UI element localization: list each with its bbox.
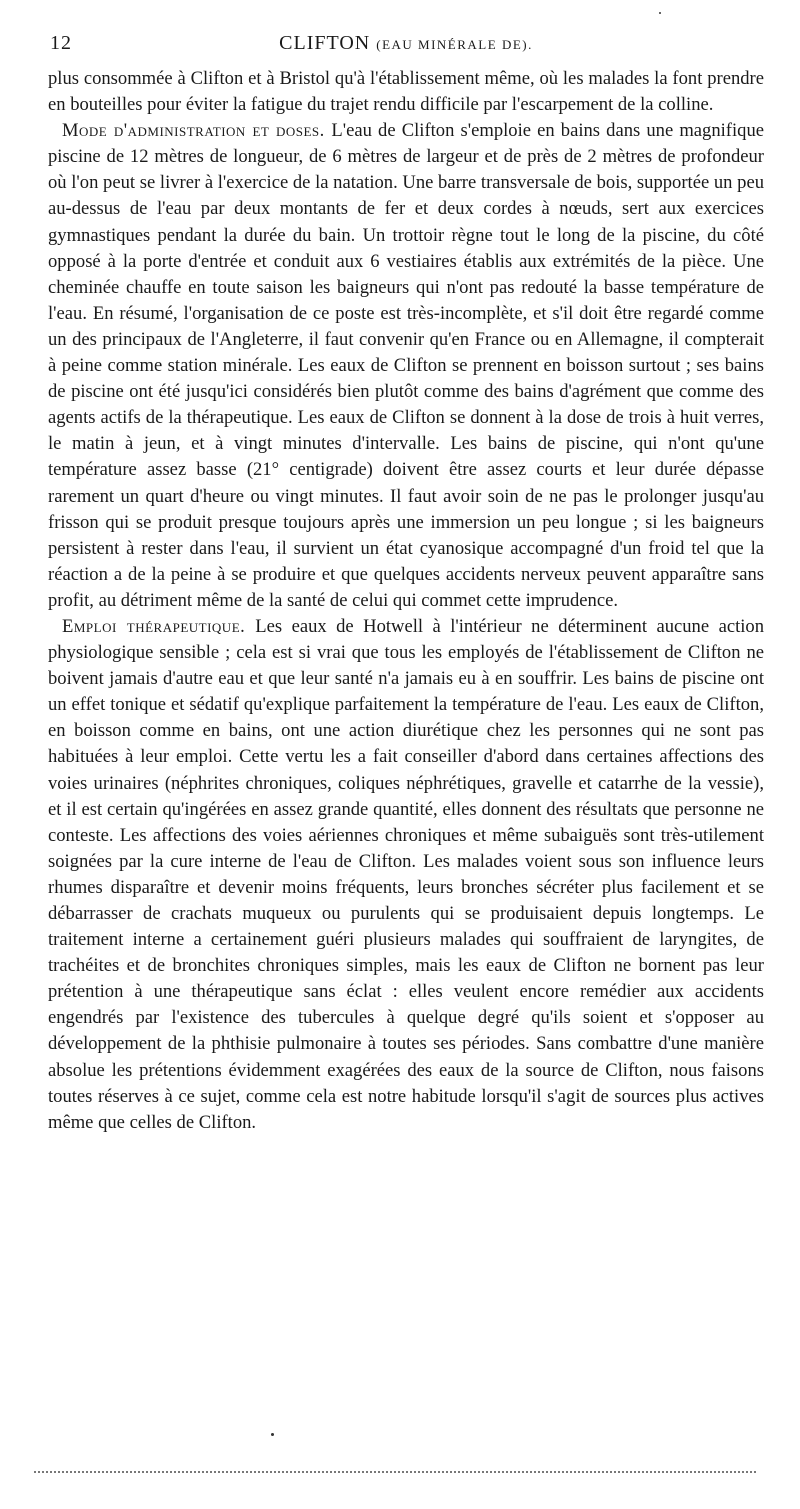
section-lead-in-administration: Mode d'administration et doses. [62,120,332,142]
page-number: 12 [50,32,72,54]
paragraph-continuation [48,66,764,118]
paragraph-text: L'eau de Clifton s'emploie en bains dans une magnifique piscine de 12 mètres de longueur, de 6 mètres de largeur et de près de 2 mètres de profondeur où l'on peut se livrer à l'exercice de la natation. Une barre transversale de bois, supportée un peu au-dessus de l'eau par deux montants de fer et deux cordes à nœuds, sert aux exercices gymnastiques pendant la durée du bain. Un trottoir règne tout le long de la piscine, du côté opposé à la porte d'entrée et conduit aux 6 vestiaires établis aux extrémités de la pièce. Une cheminée chauffe en toute saison les baigneurs qui n'ont pas redouté la basse température de l'eau. En résumé, l'organisation de ce poste est très-incomplète, et s'il doit être regardé comme un des principaux de l'Angleterre, il faut convenir qu'en France ou en Allemagne, il compterait à peine comme station minérale. Les eaux de Clifton se prennent en boisson surtout ; ses bains de piscine ont été jusqu'ici considérés bien plutôt comme des bains d'agrément que comme des agents actifs de la thérapeutique. Les eaux de Clifton se donnent à la dose de trois à huit verres, le matin à jeun, et à vingt minutes d'intervalle. Les bains de piscine, qui n'ont qu'une température assez basse (21° centigrade) doivent être assez courts et leur durée dépasse rarement un quart d'heure ou vingt minutes. Il faut avoir soin de ne pas le prolonger jusqu'au frisson qui se produit presque toujours après une immersion un peu longue ; si les baigneurs persistent à rester dans l'eau, il survient un état cyanosique accompagné d'un froid tel que la réaction a de la peine à se produire et que quelques accidents nerveux peuvent apparaître sans profit, au détriment même de la santé de celui qui commet cette imprudence. [48,120,764,611]
paragraph-text: plus consommée à Clifton et à Bristol qu'à l'établissement même, où les malades la font prendre en bouteilles pour éviter la fatigue du trajet rendu difficile par l'escarpement de la colline. [48,68,764,116]
paragraph-text: Les eaux de Hotwell à l'intérieur ne déterminent aucune action physiologique sensible ; cela est si vrai que tous les employés de l'établissement de Clifton ne boivent jamais d'autre eau et que leur santé n'a jamais eu à en souffrir. Les bains de piscine ont un effet tonique et sédatif qu'explique parfaitement la température de l'eau. Les eaux de Clifton, en boisson comme en bains, ont une action diurétique chez les personnes qui ne sont pas habituées à leur emploi. Cette vertu les a fait conseiller d'abord dans certaines affections des voies urinaires (néphrites chroniques, coliques néphrétiques, gravelle et catarrhe de la vessie), et il est certain qu'ingérées en assez grande quantité, elles donnent des résultats que personne ne conteste. Les affections des voies aériennes chroniques et même subaiguës sont très-utilement soignées par la cure interne de l'eau de Clifton. Les malades voient sous son influence leurs rhumes disparaître et devenir moins fréquents, leurs bronches sécréter plus facilement et se débarrasser de crachats muqueux ou purulents qui se produisaient depuis longtemps. Le traitement interne a certainement guéri plusieurs malades qui souffraient de laryngites, de trachéites et de bronchites chroniques simples, mais les eaux de Clifton ne bornent pas leur prétention à une thérapeutique sans éclat : elles veulent encore remédier aux accidents engendrés par l'existence des tubercules à quelque degré qu'ils soient et s'opposer au développement de la phthisie pulmonaire à toutes ses périodes. Sans combattre d'une manière absolue les prétentions évidemment exagérées des eaux de la source de Clifton, nous faisons toutes réserves à ce sujet, comme cela est notre habitude lorsqu'il s'agit de sources plus actives même que celles de Clifton. [48,615,764,1133]
running-title-main: CLIFTON [279,32,371,54]
running-title-subtitle: (EAU MINÉRALE DE). [376,37,533,52]
running-title [48,32,764,55]
stray-dot [271,1433,274,1436]
paragraph-therapeutic [48,614,764,1136]
body-text [48,66,764,1136]
margin-speck [659,12,661,14]
footer-dotted-rule [34,1471,756,1473]
section-lead-in-therapeutic: Emploi thérapeutique. [62,615,256,637]
paragraph-administration [48,118,764,614]
running-header [48,28,764,66]
page [48,28,764,1136]
